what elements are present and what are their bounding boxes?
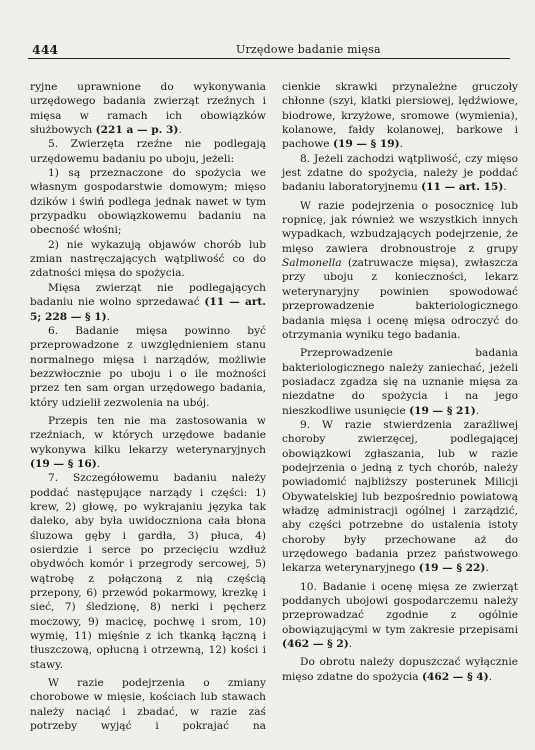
paragraph: Przeprowadzenie badania bakteriologicznego należy zaniechać, jeżeli posiadacz zgadza się na uznanie mięsa za niezdatne do spożycia i na jego nieszkodliwe usunięcie (19 — § 21). xyxy=(282,347,518,417)
paragraph: 5. Zwierzęta rzeźne nie podlegają urzędowemu badaniu po uboju, jeżeli: xyxy=(30,138,266,165)
paragraph-text: (zatruwacze mięsa), zwłaszcza przy uboju z konieczności, lekarz weterynaryjny powinien spowodować przeprowadzenie bakteriologicznego badania mięsa i ocenę mięsa odroczyć do otrzymania wyniku tego badania. xyxy=(282,257,518,341)
paragraph: Do obrotu należy dopuszczać wyłącznie mięso zdatne do spożycia (462 — § 4). xyxy=(282,656,518,683)
paragraph: cienkie skrawki przynależne gruczoły chłonne (szyi, klatki piersiowej, lędźwiowe, biodrowe, krzyżowe, sromowe (wymienia), kolanowe, fałdy kolanowej, barkowe i pachowe (19 — § 19). xyxy=(282,81,518,151)
paragraph: 7. Szczegółowemu badaniu należy poddać następujące narządy i części: 1) krew, 2) głowę, po wykrajaniu języka tak daleko, aby była uwidoczniona cała błona śluzowa gęby i gardła, 3) płuca, 4) osierdzie i serce po przecięciu wzdłuż obydwóch komór i przegrody sercowej, 5) wątrobę z połączoną z nią częścią przepony, 6) przewód pokarmowy, krezkę i sieć, 7) śledzionę, 8) nerki i pęcherz moczowy, 9) macicę, pochwę i srom, 10) wymię, 11) mięśnie z ich tkanką łączną i tłuszczową, opłucną i otrzewną, 12) kości i stawy. xyxy=(30,472,266,671)
right-column xyxy=(282,80,518,684)
italic-term: Salmonella xyxy=(282,257,342,270)
running-title: Urzędowe badanie mięsa xyxy=(236,43,381,56)
paragraph: 1) są przeznaczone do spożycia we własnym gospodarstwie domowym; mięso dzików i świń podlega jednak nawet w tym przypadku obowiązkowemu badaniu na obecność włośni; xyxy=(30,167,266,237)
left-column xyxy=(30,80,266,733)
paragraph: 2) nie wykazują objawów chorób lub zmian nastręczających wątpliwość co do zdatności mięsa do spożycia. xyxy=(30,238,266,280)
paragraph: Mięsa zwierząt nie podlegających badaniu nie wolno sprzedawać (11 — art. 5; 228 — § 1). xyxy=(30,281,266,323)
paragraph-text: W razie podejrzenia o posocznicę lub ropnicę, jak również we wszystkich innych wypadkach, wzbudzających podejrzenie, że mięso zawiera drobnoustroje z grupy xyxy=(282,199,518,255)
paragraph: 9. W razie stwierdzenia zaraźliwej choroby zwierzęcej, podlegającej obowiązkowi zgłaszania, lub w razie podejrzenia o jedną z tych chorób, należy powiadomić najbliższy posterunek Milicji Obywatelskiej lub bezpośrednio powiatową władzę administracji ogólnej i zarządzić, aby części potrzebne do ustalenia istoty choroby były przechowane aż do urzędowego badania przez państwowego lekarza weterynaryjnego (19 — § 22). xyxy=(282,418,518,575)
paragraph: 10. Badanie i ocenę mięsa ze zwierząt poddanych ubojowi gospodarczemu należy przeprowadzać zgodnie z ogólnie obowiązującymi w tym zakresie przepisami (462 — § 2). xyxy=(282,580,518,651)
paragraph: W razie podejrzenia o zmiany chorobowe w mięsie, kościach lub stawach należy naciąć i zbadać, w razie zaś potrzeby wyjąć i pokrajać na xyxy=(30,677,266,733)
page-number: 444 xyxy=(32,42,59,57)
paragraph: ryjne uprawnione do wykonywania urzędowego badania zwierząt rzeźnych i mięsa w ramach ich obowiązków służbowych (221 a — p. 3). xyxy=(30,81,266,137)
paragraph: 8. Jeżeli zachodzi wątpliwość, czy mięso jest zdatne do spożycia, należy je poddać badaniu laboratoryjnemu (11 — art. 15). xyxy=(282,152,518,194)
paragraph: 6. Badanie mięsa powinno być przeprowadzone z uwzględnieniem stanu normalnego mięsa i narządów, możliwie bezzwłocznie po uboju i o ile możności przez ten sam organ urzędowego badania, który udzielił zezwolenia na ubój. xyxy=(30,324,266,409)
paragraph xyxy=(282,199,518,342)
paragraph: Przepis ten nie ma zastosowania w rzeźniach, w których urzędowe badanie wykonywa kilku lekarzy weterynaryjnych (19 — § 16). xyxy=(30,414,266,470)
page-header xyxy=(28,40,510,59)
